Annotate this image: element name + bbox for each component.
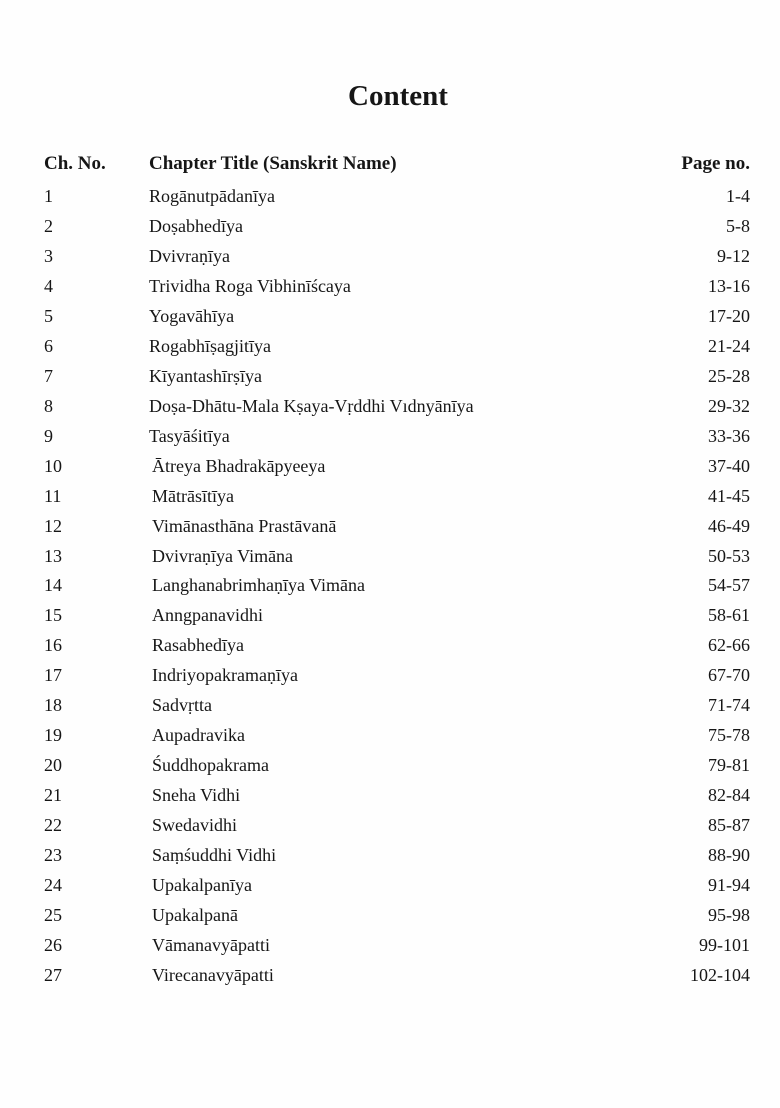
chapter-title: Kīyantashīrṣīya <box>149 365 262 386</box>
chapter-number: 12 <box>44 515 62 536</box>
table-row <box>0 516 780 546</box>
table-row <box>0 575 780 605</box>
chapter-number: 10 <box>44 455 62 476</box>
table-row <box>0 336 780 366</box>
chapter-number: 27 <box>44 964 62 985</box>
chapter-number: 9 <box>44 425 53 446</box>
page-range: 99-101 <box>699 935 750 955</box>
chapter-number: 20 <box>44 755 62 776</box>
chapter-number: 4 <box>44 275 53 296</box>
chapter-title: Sadvṛtta <box>152 695 212 716</box>
page-range: 67-70 <box>708 665 750 686</box>
chapter-title: Vāmanavyāpatti <box>152 935 270 955</box>
page-range: 1-4 <box>726 186 750 206</box>
chapter-number: 5 <box>44 305 53 326</box>
page-range: 75-78 <box>708 725 750 746</box>
chapter-title: Sneha Vidhi <box>152 785 241 806</box>
chapter-title: Ātreya Bhadrakāpyeeya <box>152 455 326 476</box>
table-row <box>0 216 780 246</box>
chapter-number: 2 <box>44 215 53 236</box>
table-row <box>0 815 780 845</box>
table-row <box>0 845 780 875</box>
chapter-title: Saṃśuddhi Vidhi <box>152 845 277 866</box>
table-row <box>0 965 780 995</box>
table-row <box>0 725 780 755</box>
chapter-number: 3 <box>44 245 53 266</box>
chapter-title: Rasabhedīya <box>152 635 244 656</box>
chapter-number: 7 <box>44 365 53 386</box>
chapter-title: Doṣabhedīya <box>149 215 243 236</box>
page-range: 41-45 <box>708 485 750 506</box>
chapter-title: Vimānasthāna Prastāvanā <box>152 515 337 536</box>
chapter-title: Doṣa-Dhātu-Mala Kṣaya-Vṛddhi Vıdnyānīya <box>149 395 474 416</box>
chapter-number: 21 <box>44 785 62 806</box>
chapter-title: Aupadravika <box>152 725 245 746</box>
header-page-no: Page no. <box>681 153 750 174</box>
table-row <box>0 665 780 695</box>
table-row <box>0 935 780 965</box>
chapter-title: Langhanabrimhaṇīya Vimāna <box>152 575 366 596</box>
page-range: 9-12 <box>717 245 750 266</box>
chapter-title: Dvivraṇīya <box>149 245 230 266</box>
table-row <box>0 366 780 396</box>
chapter-number: 8 <box>44 395 53 416</box>
page-range: 95-98 <box>708 905 750 926</box>
chapter-title: Tasyāśitīya <box>149 425 230 446</box>
page-range: 13-16 <box>708 275 750 296</box>
table-row <box>0 276 780 306</box>
chapter-number: 13 <box>44 545 62 566</box>
chapter-number: 17 <box>44 665 62 686</box>
table-row <box>0 486 780 516</box>
chapter-number: 23 <box>44 845 62 866</box>
table-row <box>0 246 780 276</box>
page-range: 58-61 <box>708 605 750 626</box>
chapter-title: Śuddhopakrama <box>152 755 269 776</box>
chapter-number: 19 <box>44 725 62 746</box>
chapter-title: Upakalpanīya <box>152 875 252 896</box>
chapter-number: 11 <box>44 485 62 506</box>
page-range: 21-24 <box>708 335 750 356</box>
chapter-title: Virecanavyāpatti <box>152 964 274 985</box>
page-range: 33-36 <box>708 425 750 446</box>
page-range: 79-81 <box>708 755 750 776</box>
page-range: 82-84 <box>708 785 750 806</box>
chapter-number: 6 <box>44 335 53 356</box>
chapter-title: Yogavāhīya <box>149 305 235 326</box>
chapter-number: 26 <box>44 935 62 955</box>
table-row <box>0 635 780 665</box>
table-row <box>0 875 780 905</box>
table-row <box>0 456 780 486</box>
page-range: 71-74 <box>708 695 750 716</box>
chapter-number: 1 <box>44 186 53 206</box>
table-row <box>0 396 780 426</box>
chapter-title: Rogānutpādanīya <box>149 186 275 206</box>
header-chapter-title: Chapter Title (Sanskrit Name) <box>149 153 397 174</box>
table-row <box>0 785 780 815</box>
chapter-title: Upakalpanā <box>152 905 238 926</box>
chapter-title: Indriyopakramaṇīya <box>152 665 298 686</box>
page-title: Content <box>348 80 448 112</box>
page-range: 88-90 <box>708 845 750 866</box>
chapter-title: Anngpanavidhi <box>152 605 263 626</box>
table-row <box>0 546 780 576</box>
page-range: 50-53 <box>708 545 750 566</box>
page-range: 17-20 <box>708 305 750 326</box>
chapter-number: 24 <box>44 875 62 896</box>
chapter-title: Rogabhīṣagjitīya <box>149 335 271 356</box>
table-row <box>0 186 780 216</box>
header-ch-no: Ch. No. <box>44 153 106 174</box>
table-row <box>0 695 780 725</box>
chapter-number: 22 <box>44 815 62 836</box>
page-range: 62-66 <box>708 635 750 656</box>
page-range: 25-28 <box>708 365 750 386</box>
table-row <box>0 905 780 935</box>
table-row <box>0 306 780 336</box>
chapter-title: Trividha Roga Vibhinīścaya <box>149 275 351 296</box>
page-range: 85-87 <box>708 815 750 836</box>
page-range: 46-49 <box>708 515 750 536</box>
table-row <box>0 426 780 456</box>
page-range: 102-104 <box>690 964 750 985</box>
chapter-title: Dvivraṇīya Vimāna <box>152 545 294 566</box>
chapter-number: 18 <box>44 695 62 716</box>
table-row <box>0 605 780 635</box>
page-range: 5-8 <box>726 215 750 236</box>
page-range: 91-94 <box>708 875 750 896</box>
chapter-title: Swedavidhi <box>152 815 237 836</box>
table-row <box>0 755 780 785</box>
page-range: 29-32 <box>708 395 750 416</box>
chapter-number: 15 <box>44 605 62 626</box>
page-range: 54-57 <box>708 575 750 596</box>
chapter-number: 16 <box>44 635 62 656</box>
chapter-number: 14 <box>44 575 62 596</box>
chapter-title: Mātrāsītīya <box>152 485 234 506</box>
chapter-number: 25 <box>44 905 62 926</box>
page-range: 37-40 <box>708 455 750 476</box>
